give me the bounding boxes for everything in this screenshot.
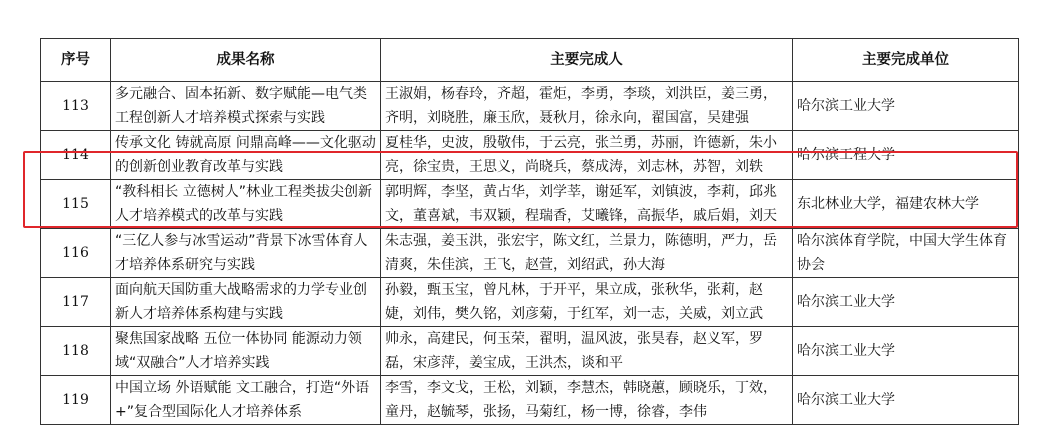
table-row	[41, 131, 1019, 180]
row-org: 哈尔滨工业大学	[793, 327, 1019, 376]
row-seq: 113	[41, 82, 111, 131]
table-row	[41, 327, 1019, 376]
header-seq: 序号	[41, 39, 111, 82]
table-row	[41, 229, 1019, 278]
table-row	[41, 82, 1019, 131]
table-row	[41, 180, 1019, 229]
row-people: 李雪，李文戈，王松，刘颖，李慧杰，韩晓蕙，顾晓乐，丁效，童丹，赵毓琴，张扬，马菊红，杨一博，徐睿，李伟	[381, 376, 793, 425]
row-org: 哈尔滨体育学院，中国大学生体育协会	[793, 229, 1019, 278]
row-org: 东北林业大学，福建农林大学	[793, 180, 1019, 229]
results-table	[40, 38, 1019, 425]
row-people: 郭明辉，李坚，黄占华，刘学莘，谢延军，刘镇波，李莉，邱兆文，董喜斌，韦双颖，程瑞香，艾曦锋，高振华，戚后娟，刘天	[381, 180, 793, 229]
row-people: 夏桂华，史波，殷敬伟，于云亮，张兰勇，苏丽，许德新，朱小亮，徐宝贵，王思义，尚晓兵，蔡成涛，刘志林，苏智，刘轶	[381, 131, 793, 180]
header-name: 成果名称	[111, 39, 381, 82]
header-people: 主要完成人	[381, 39, 793, 82]
row-name: “教科相长 立德树人”林业工程类拔尖创新人才培养模式的改革与实践	[111, 180, 381, 229]
table-header-row	[41, 39, 1019, 82]
row-name: 聚焦国家战略 五位一体协同 能源动力领域“双融合”人才培养实践	[111, 327, 381, 376]
row-name: 中国立场 外语赋能 文工融合，打造“外语+”复合型国际化人才培养体系	[111, 376, 381, 425]
row-people: 孙毅，甄玉宝，曾凡林，于开平，果立成，张秋华，张莉，赵婕，刘伟，樊久铭，刘彦菊，于红军，刘一志，关威，刘立武	[381, 278, 793, 327]
row-seq: 116	[41, 229, 111, 278]
table-row	[41, 376, 1019, 425]
row-people: 帅永，高建民，何玉荣，翟明，温风波，张昊春，赵义军，罗磊，宋彦萍，姜宝成，王洪杰，谈和平	[381, 327, 793, 376]
row-name: 面向航天国防重大战略需求的力学专业创新人才培养体系构建与实践	[111, 278, 381, 327]
row-org: 哈尔滨工业大学	[793, 82, 1019, 131]
row-seq: 117	[41, 278, 111, 327]
row-seq: 119	[41, 376, 111, 425]
row-people: 王淑娟，杨春玲，齐超，霍炬，李勇，李琰，刘洪臣，姜三勇，齐明，刘晓胜，廉玉欣，聂秋月，徐永向，翟国富，吴建强	[381, 82, 793, 131]
row-name: 传承文化 铸就高原 问鼎高峰——文化驱动的创新创业教育改革与实践	[111, 131, 381, 180]
row-org: 哈尔滨工程大学	[793, 131, 1019, 180]
row-name: “三亿人参与冰雪运动”背景下冰雪体育人才培养体系研究与实践	[111, 229, 381, 278]
table-row	[41, 278, 1019, 327]
row-seq: 114	[41, 131, 111, 180]
row-seq: 118	[41, 327, 111, 376]
row-org: 哈尔滨工业大学	[793, 278, 1019, 327]
header-org: 主要完成单位	[793, 39, 1019, 82]
row-seq: 115	[41, 180, 111, 229]
row-people: 朱志强，姜玉洪，张宏宇，陈文红，兰景力，陈德明，严力，岳清爽，朱佳滨，王飞，赵萱，刘绍武，孙大海	[381, 229, 793, 278]
row-name: 多元融合、固本拓新、数字赋能—电气类工程创新人才培养模式探索与实践	[111, 82, 381, 131]
row-org: 哈尔滨工业大学	[793, 376, 1019, 425]
